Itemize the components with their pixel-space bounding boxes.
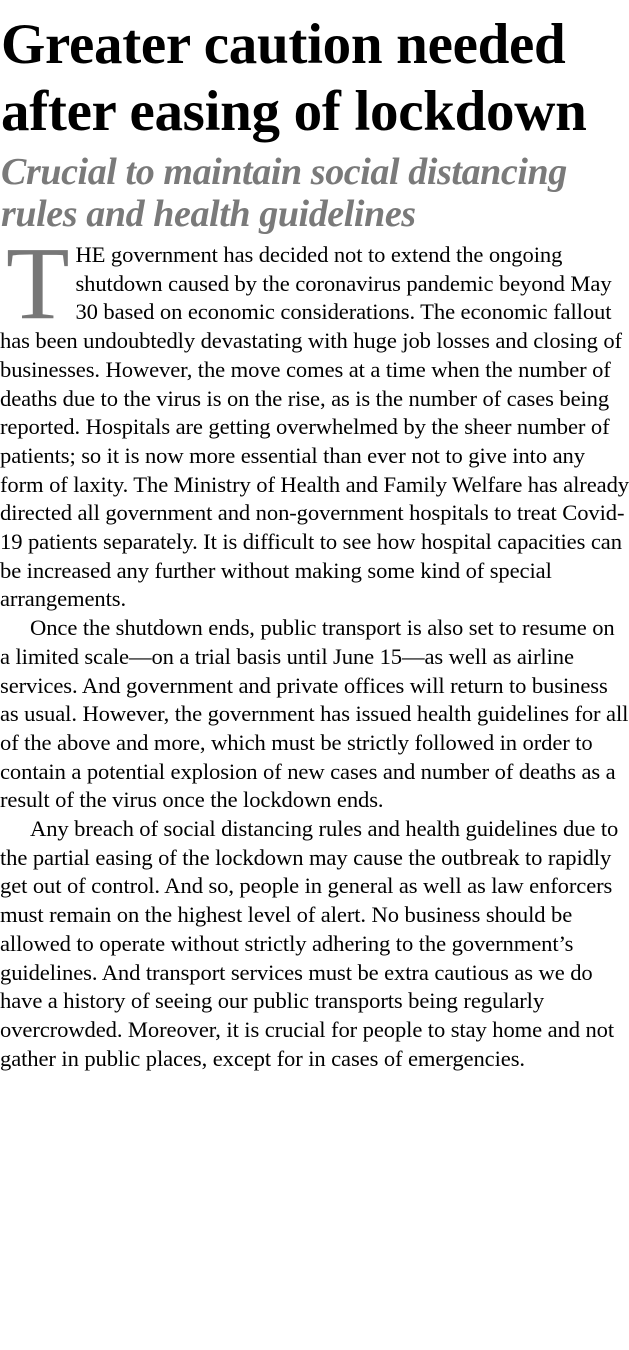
- paragraph-3: Any breach of social distancing rules and health guidelines due to the partial easing of the lockdown may cause the outbreak to rapidly get out of control. And so, people in general as well as law enforcers must remain on the highest level of alert. No business should be allowed to operate without strictly adhering to the government’s guidelines. And transport services must be extra cautious as we do have a history of seeing our public transports being regularly overcrowded. Moreover, it is crucial for people to stay home and not gather in public places, except for in cases of emergencies.: [0, 816, 619, 1071]
- paragraph-2: Once the shutdown ends, public transport is also set to resume on a limited scale—on a trial basis until June 15—as well as airline services. And government and private offices will return to business as usual. However, the government has issued health guidelines for all of the above and more, which must be strictly followed in order to contain a potential explosion of new cases and number of deaths as a result of the virus once the lockdown ends.: [0, 615, 629, 813]
- article-subheadline: Crucial to maintain social distancing rules and health guidelines: [1, 151, 567, 235]
- lead-in: HE: [75, 242, 106, 267]
- article-headline: Greater caution needed after easing of lockdown: [1, 13, 587, 143]
- paragraph-1: [0, 226, 629, 614]
- article-body: [0, 226, 629, 1073]
- drop-cap: T: [6, 226, 70, 341]
- paragraph-text: government has decided not to extend the ongoing shutdown caused by the coronavirus pandemic beyond May 30 based on economic considerations. The economic fallout has been undoubtedly devastating with huge job losses and closing of businesses. However, the move comes at a time when the number of deaths due to the virus is on the rise, as is the number of cases being reported. Hospitals are getting overwhelmed by the sheer number of patients; so it is now more essential than ever not to give into any form of laxity. The Ministry of Health and Family Welfare has already directed all government and non-government hospitals to treat Covid-19 patients separately. It is difficult to see how hospital capacities can be increased any further without making some kind of special arrangements.: [0, 242, 629, 612]
